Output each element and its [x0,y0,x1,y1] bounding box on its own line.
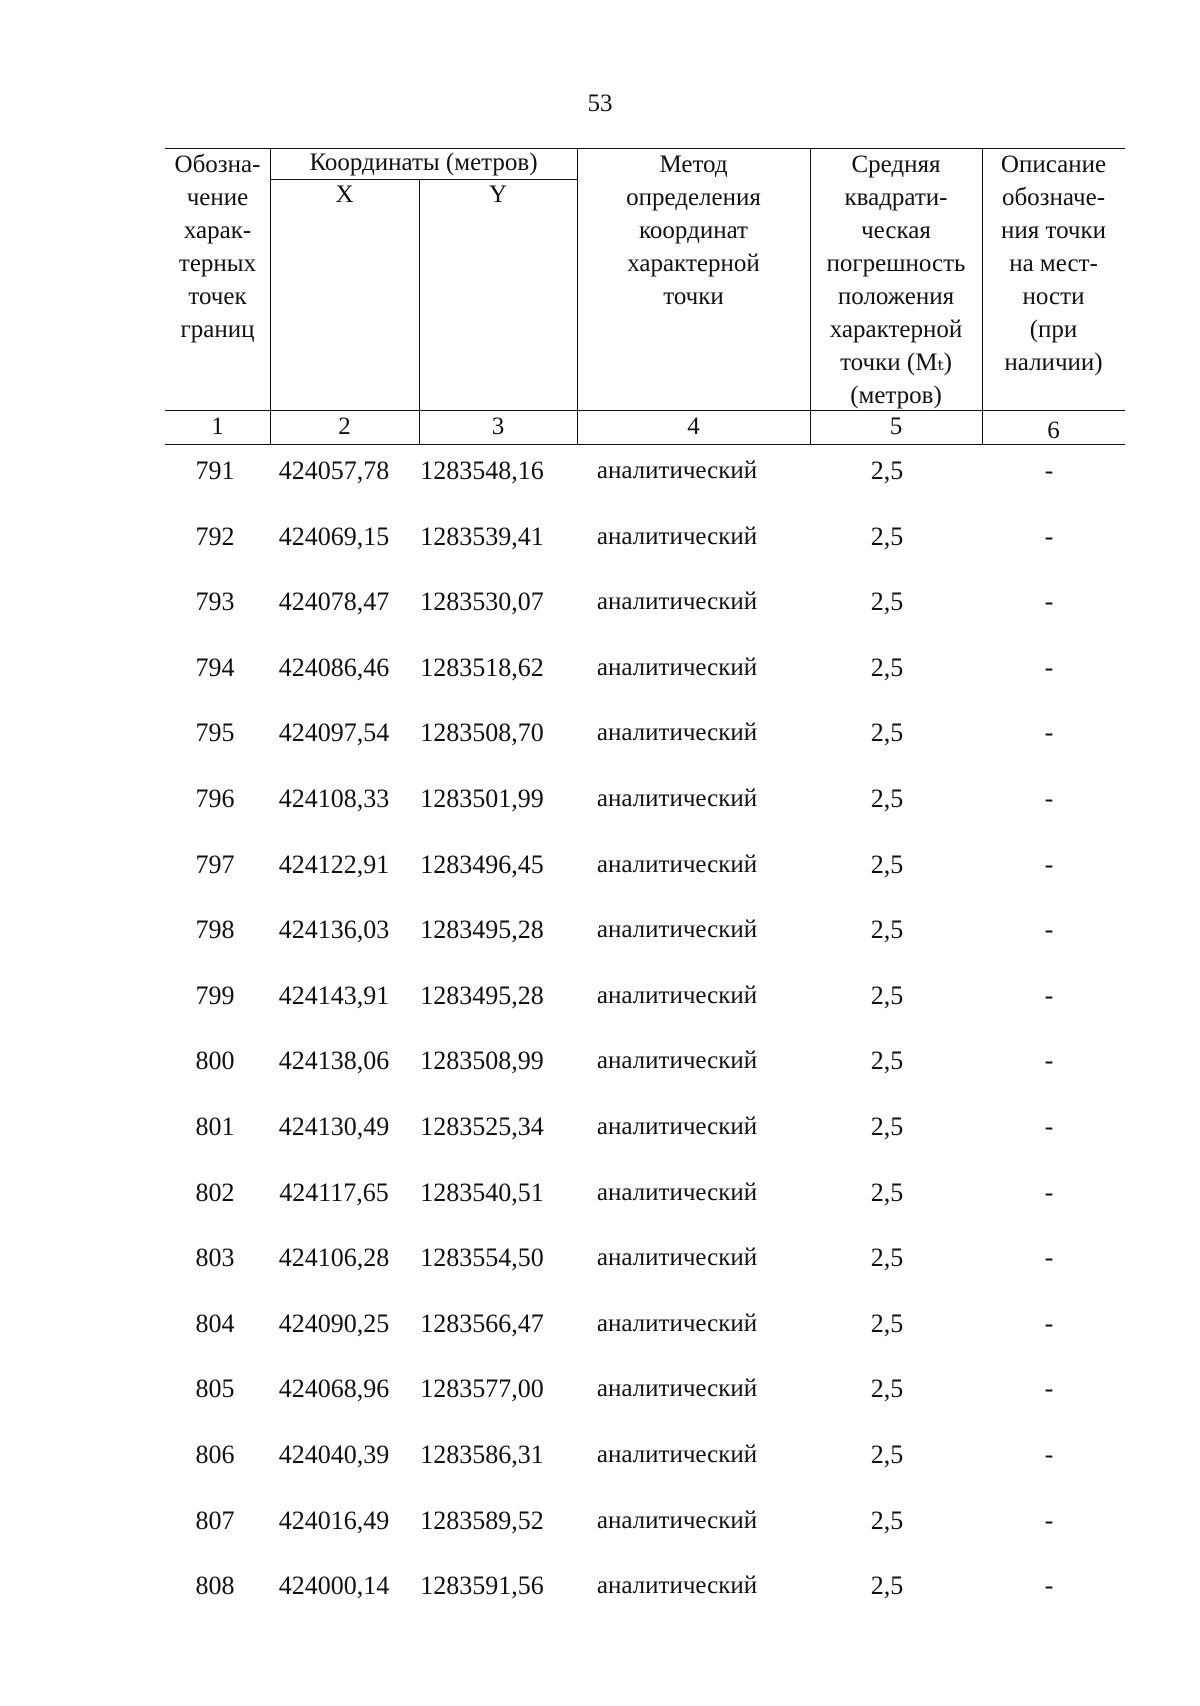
coord-x: 424136,03 [278,915,390,945]
coord-x: 424068,96 [278,1374,390,1404]
method: аналитический [596,588,758,616]
coord-y: 1283495,28 [420,915,544,945]
coord-y: 1283586,31 [420,1440,544,1469]
table-row [165,520,1125,554]
table-row [165,782,1125,816]
description: - [1044,1177,1054,1207]
coord-x: 424108,33 [278,784,390,813]
method: аналитический [596,522,758,550]
point-number: 792 [195,521,235,551]
description: - [1044,1046,1054,1076]
description: - [1044,587,1054,617]
table-row [165,1176,1125,1210]
description: - [1044,1308,1054,1338]
coord-y: 1283508,99 [420,1046,544,1076]
method: аналитический [596,1178,758,1206]
table-row [165,979,1125,1013]
point-number: 804 [195,1308,235,1338]
coord-x: 424057,78 [278,456,390,485]
column-number-6: 6 [1047,417,1060,444]
point-number: 795 [195,718,235,748]
point-number: 800 [195,1046,235,1076]
description: - [1044,980,1054,1010]
coord-x: 424130,49 [278,1112,390,1141]
table-row [165,1241,1125,1275]
table-row [165,1044,1125,1078]
coord-y: 1283577,00 [420,1374,544,1404]
mean-square-error: 2,5 [870,915,904,945]
description: - [1044,1243,1054,1273]
point-number: 803 [195,1243,235,1273]
mean-square-error: 2,5 [870,1046,904,1076]
mean-square-error: 2,5 [870,1571,904,1601]
description: - [1044,1112,1054,1141]
description: - [1044,1571,1054,1601]
method: аналитический [596,1113,758,1140]
mean-square-error: 2,5 [870,587,904,617]
table-row [165,1569,1125,1603]
table-row [165,1372,1125,1406]
mean-square-error: 2,5 [870,784,904,813]
coord-y: 1283496,45 [420,849,544,879]
header-description: Описание обозначе- ния точки на мест- ности (при наличии) [1000,151,1107,376]
header-error: Средняя квадрати- ческая погрешность положения характерной точки (Mₜ) (метров) [826,151,966,409]
table-row [165,651,1125,685]
point-number: 806 [195,1440,235,1469]
table-row [165,716,1125,750]
page-number: 53 [587,90,613,117]
column-number-1: 1 [211,413,224,440]
header-point-designation: Обозна- чение харак- терных точек границ [174,151,261,343]
col-divider-2 [419,179,420,444]
coord-x: 424078,47 [278,587,390,617]
coord-x: 424040,39 [278,1440,390,1469]
coord-x: 424122,91 [278,849,390,879]
coord-x: 424143,91 [278,980,390,1010]
table-row [165,585,1125,619]
point-number: 808 [195,1571,235,1601]
mean-square-error: 2,5 [870,849,904,879]
column-number-3: 3 [491,413,505,440]
description: - [1044,521,1054,551]
coord-y: 1283508,70 [420,718,544,748]
column-number-4: 4 [687,413,700,440]
table-row [165,1307,1125,1341]
point-number: 796 [195,784,235,813]
method: аналитический [596,719,758,747]
method: аналитический [596,785,758,812]
header-method: Метод определения координат характерной точки [626,151,761,310]
method: аналитический [596,1375,758,1403]
header-coords-group: Координаты (метров) [309,149,538,176]
method: аналитический [596,457,758,484]
description: - [1044,1505,1054,1535]
coord-x: 424138,06 [278,1046,390,1076]
mean-square-error: 2,5 [870,718,904,748]
table-row [165,913,1125,947]
method: аналитический [596,1506,758,1534]
method: аналитический [596,1441,758,1468]
coord-y: 1283501,99 [420,784,544,813]
mean-square-error: 2,5 [870,1112,904,1141]
method: аналитический [596,981,758,1009]
method: аналитический [596,1047,758,1075]
coord-y: 1283591,56 [420,1571,544,1601]
coord-y: 1283554,50 [420,1243,544,1273]
description: - [1044,849,1054,879]
coord-y: 1283518,62 [420,652,544,682]
coord-x: 424016,49 [278,1505,390,1535]
coord-y: 1283539,41 [420,521,544,551]
mean-square-error: 2,5 [870,1177,904,1207]
point-number: 805 [195,1374,235,1404]
column-number-5: 5 [889,413,903,440]
point-number: 807 [195,1505,235,1535]
method: аналитический [596,1244,758,1272]
table-row [165,1438,1125,1472]
coord-y: 1283495,28 [420,980,544,1010]
coord-x: 424117,65 [279,1177,389,1207]
table-row [165,454,1125,488]
coord-x: 424090,25 [278,1308,390,1338]
column-number-2: 2 [338,413,351,440]
mean-square-error: 2,5 [870,1308,904,1338]
coord-x: 424000,14 [278,1571,390,1601]
point-number: 799 [195,980,235,1010]
mean-square-error: 2,5 [870,1505,904,1535]
header-y: Y [488,181,508,208]
mean-square-error: 2,5 [870,652,904,682]
coord-y: 1283525,34 [420,1112,544,1141]
coord-y: 1283548,16 [420,456,544,485]
table-header [165,148,1125,445]
coord-y: 1283540,51 [420,1177,544,1207]
point-number: 801 [195,1112,235,1141]
description: - [1044,718,1054,748]
coord-x: 424069,15 [278,521,390,551]
mean-square-error: 2,5 [870,1243,904,1273]
coord-x: 424106,28 [278,1243,390,1273]
coord-x: 424086,46 [278,652,390,682]
mean-square-error: 2,5 [870,980,904,1010]
method: аналитический [596,916,758,944]
coord-y: 1283589,52 [420,1505,544,1535]
method: аналитический [596,1309,758,1337]
coord-x: 424097,54 [278,718,390,748]
table-row [165,1110,1125,1144]
column-numbers-bottom-rule [165,444,1125,445]
point-number: 797 [195,849,235,879]
mean-square-error: 2,5 [870,456,904,485]
method: аналитический [596,850,758,878]
description: - [1044,915,1054,945]
table-row [165,848,1125,882]
description: - [1044,456,1054,485]
coord-y: 1283566,47 [420,1308,544,1338]
table-row [165,1504,1125,1538]
point-number: 793 [195,587,235,617]
method: аналитический [596,653,758,681]
description: - [1044,784,1054,813]
method: аналитический [596,1572,758,1600]
mean-square-error: 2,5 [870,521,904,551]
description: - [1044,652,1054,682]
description: - [1044,1374,1054,1404]
point-number: 794 [195,652,235,682]
coord-y: 1283530,07 [420,587,544,617]
mean-square-error: 2,5 [870,1440,904,1469]
mean-square-error: 2,5 [870,1374,904,1404]
description: - [1044,1440,1054,1469]
point-number: 802 [195,1177,235,1207]
header-x: X [335,181,354,208]
point-number: 791 [195,456,235,485]
point-number: 798 [195,915,235,945]
